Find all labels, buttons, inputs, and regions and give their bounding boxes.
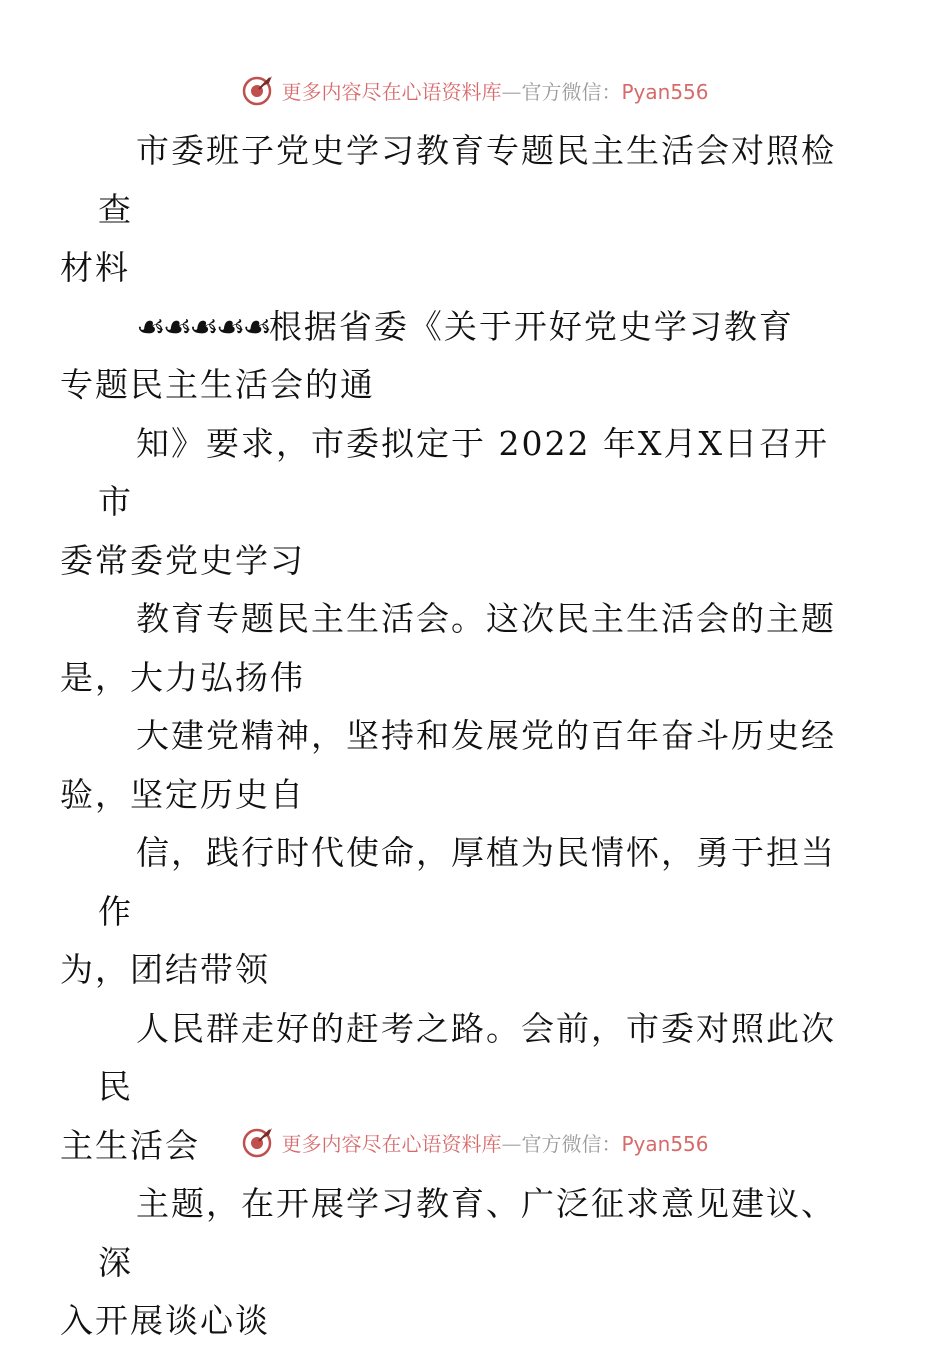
paragraph-6: 人民群走好的赶考之路。会前，市委对照此次民 主生活会 [60,1008,836,1165]
paragraph-2: 知》要求，市委拟定于 2022 年X月X日召开市 委常委党史学习 [60,423,829,580]
quill-logo-icon [241,73,275,107]
watermark-site-name: 更多内容尽在心语资料库 [281,1131,502,1156]
paragraph-7: 主题，在开展学习教育、广泛征求意见建议、深 入开展谈心谈 [60,1184,836,1340]
watermark-site-name: 更多内容尽在心语资料库 [281,79,502,104]
watermark-footer [0,1122,950,1162]
paragraph-1: ☙☙☙☙☙根据省委《关于开好党史学习教育 专题民主生活会的通 [60,306,794,404]
watermark-wechat-id: Pyan556 [621,1131,709,1156]
quill-logo-icon [241,1125,275,1159]
paragraph-3: 教育专题民主生活会。这次民主生活会的主题 是，大力弘扬伟 [60,599,836,697]
watermark-dash: — [501,79,522,104]
paragraph-5: 信，践行时代使命，厚植为民情怀，勇于担当作 为，团结带领 [60,833,836,989]
paragraph-4: 大建党精神，坚持和发展党的百年奋斗历史经 验，坚定历史自 [60,716,836,814]
ornament-icon: ☙☙☙☙☙ [136,306,269,346]
document-title: 市委班子党史学习教育专题民主生活会对照检查 材料 [60,131,836,287]
watermark-label: 官方微信： [521,1131,622,1156]
watermark-header [0,70,950,110]
watermark-label: 官方微信： [521,79,622,104]
watermark-dash: — [501,1131,522,1156]
watermark-wechat-id: Pyan556 [621,79,709,104]
document-body [60,122,858,1351]
